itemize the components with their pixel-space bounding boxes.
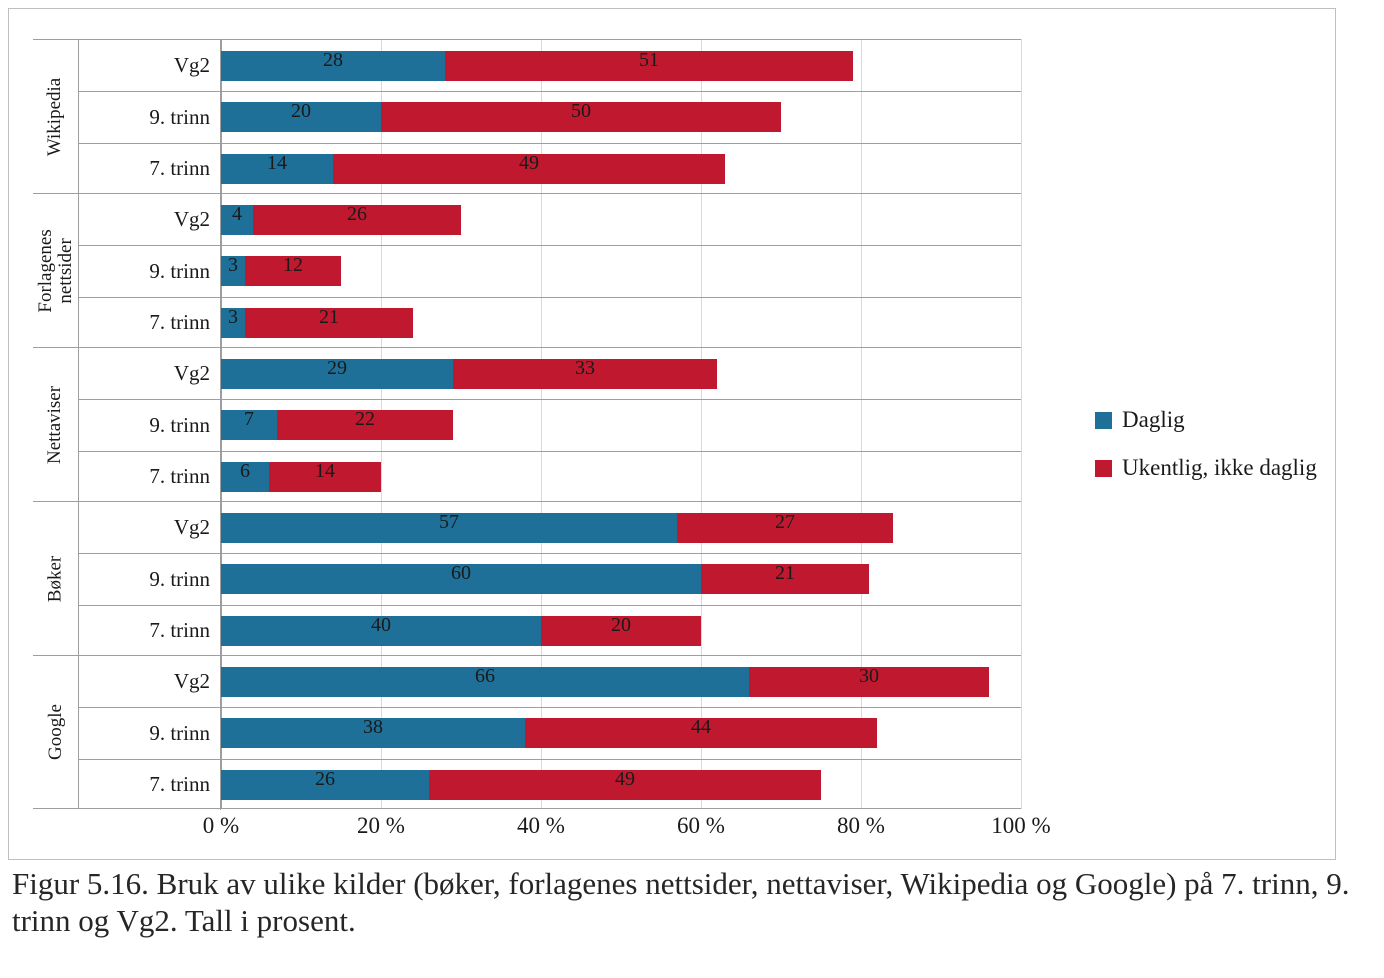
- bar-value-label: 14: [315, 459, 335, 482]
- group-label: [33, 502, 79, 655]
- stacked-bar[interactable]: [221, 305, 1021, 338]
- row-label: 9. trinn: [79, 554, 221, 604]
- bar-segment-daglig[interactable]: [221, 459, 269, 492]
- stacked-bar[interactable]: [221, 718, 1021, 748]
- group-rows: [79, 194, 1021, 347]
- bar-segment-daglig[interactable]: [221, 767, 429, 800]
- row-label: 9. trinn: [79, 708, 221, 758]
- bar-value-label: 4: [232, 202, 242, 225]
- group-label: [33, 40, 79, 193]
- chart-group: [33, 193, 1021, 347]
- bar-value-label: 7: [244, 408, 254, 431]
- stacked-bar[interactable]: [221, 102, 1021, 132]
- stacked-bar[interactable]: [221, 510, 1021, 543]
- stacked-bar[interactable]: [221, 664, 1021, 697]
- bar-value-label: 20: [291, 100, 311, 123]
- legend-item[interactable]: [1095, 407, 1325, 433]
- legend-swatch-icon: [1095, 412, 1112, 429]
- row-track: [221, 656, 1021, 707]
- chart-group: [33, 501, 1021, 655]
- x-tick-label: 0 %: [202, 813, 240, 838]
- chart-row: [79, 40, 1021, 91]
- stacked-bar[interactable]: [221, 767, 1021, 800]
- bar-segment-ukentlig[interactable]: [541, 613, 701, 646]
- stacked-bar[interactable]: [221, 613, 1021, 646]
- chart-row: [79, 91, 1021, 142]
- bar-segment-daglig[interactable]: [221, 356, 453, 389]
- group-label-text: Google: [44, 704, 66, 760]
- chart-row: [79, 707, 1021, 758]
- stacked-bar[interactable]: [221, 564, 1021, 594]
- bar-segment-daglig[interactable]: [221, 510, 677, 543]
- bar-value-label: 27: [775, 510, 795, 533]
- bar-segment-ukentlig[interactable]: [333, 151, 725, 184]
- stacked-bar[interactable]: [221, 202, 1021, 235]
- bar-value-label: 28: [323, 48, 343, 71]
- legend-swatch-icon: [1095, 460, 1112, 477]
- bar-segment-daglig[interactable]: [221, 151, 333, 184]
- bar-value-label: 33: [575, 356, 595, 379]
- bar-segment-ukentlig[interactable]: [245, 256, 341, 286]
- stacked-bar[interactable]: [221, 48, 1021, 81]
- stacked-bar[interactable]: [221, 356, 1021, 389]
- bar-segment-ukentlig[interactable]: [245, 305, 413, 338]
- row-track: [221, 554, 1021, 604]
- bar-value-label: 50: [571, 100, 591, 123]
- x-tick-label: 60 %: [677, 813, 725, 838]
- row-track: [221, 400, 1021, 450]
- row-track: [221, 760, 1021, 810]
- chart-row: [79, 399, 1021, 450]
- row-label: Vg2: [79, 194, 221, 245]
- chart-row: [79, 759, 1021, 810]
- bar-value-label: 38: [363, 716, 383, 739]
- gridline-100: [1021, 39, 1022, 809]
- group-label-text: Forlagenes nettsider: [34, 228, 76, 313]
- bar-segment-ukentlig[interactable]: [701, 564, 869, 594]
- chart-row: [79, 502, 1021, 553]
- chart-row: [79, 656, 1021, 707]
- chart-row: [79, 348, 1021, 399]
- bar-segment-ukentlig[interactable]: [253, 202, 461, 235]
- bar-value-label: 40: [371, 613, 391, 636]
- bar-segment-daglig[interactable]: [221, 202, 253, 235]
- bar-segment-ukentlig[interactable]: [525, 718, 877, 748]
- bar-segment-ukentlig[interactable]: [749, 664, 989, 697]
- row-track: [221, 144, 1021, 194]
- figure-caption: Figur 5.16. Bruk av ulike kilder (bøker, forlagenes nettsider, nettaviser, Wikipedia og Google) på 7. trinn, 9. trinn og Vg2. Tall i prosent.: [12, 866, 1350, 938]
- bar-value-label: 30: [859, 664, 879, 687]
- bar-value-label: 6: [240, 459, 250, 482]
- stacked-bar[interactable]: [221, 151, 1021, 184]
- bar-segment-ukentlig[interactable]: [277, 410, 453, 440]
- row-track: [221, 502, 1021, 553]
- bar-value-label: 60: [451, 562, 471, 585]
- group-rows: [79, 502, 1021, 655]
- bar-value-label: 51: [639, 48, 659, 71]
- bar-value-label: 49: [615, 767, 635, 790]
- bar-value-label: 20: [611, 613, 631, 636]
- group-rows: [79, 40, 1021, 193]
- chart-row: [79, 194, 1021, 245]
- stacked-bar[interactable]: [221, 410, 1021, 440]
- row-track: [221, 246, 1021, 296]
- bar-segment-daglig[interactable]: [221, 613, 541, 646]
- row-track: [221, 40, 1021, 91]
- bar-segment-ukentlig[interactable]: [429, 767, 821, 800]
- chart-group: [33, 347, 1021, 501]
- row-track: [221, 708, 1021, 758]
- row-label: 9. trinn: [79, 400, 221, 450]
- stacked-bar[interactable]: [221, 459, 1021, 492]
- row-track: [221, 452, 1021, 502]
- bar-value-label: 29: [327, 356, 347, 379]
- chart-row: [79, 605, 1021, 656]
- bar-segment-ukentlig[interactable]: [445, 48, 853, 81]
- bar-segment-ukentlig[interactable]: [381, 102, 781, 132]
- x-axis-labels: [202, 813, 1051, 853]
- bar-segment-daglig[interactable]: [221, 718, 525, 748]
- x-tick-label: 40 %: [517, 813, 565, 838]
- bar-value-label: 21: [775, 562, 795, 585]
- chart-frame: [8, 8, 1336, 860]
- group-label-text: Bøker: [44, 555, 66, 602]
- chart-row: [79, 553, 1021, 604]
- row-label: 7. trinn: [79, 298, 221, 348]
- group-label: [33, 656, 79, 808]
- bar-segment-daglig[interactable]: [221, 564, 701, 594]
- bar-segment-daglig[interactable]: [221, 664, 749, 697]
- bar-segment-ukentlig[interactable]: [453, 356, 717, 389]
- bar-value-label: 57: [439, 510, 459, 533]
- x-tick-label: 20 %: [357, 813, 405, 838]
- bar-segment-daglig[interactable]: [221, 256, 245, 286]
- chart-row: [79, 245, 1021, 296]
- row-label: 7. trinn: [79, 144, 221, 194]
- row-track: [221, 606, 1021, 656]
- bar-segment-ukentlig[interactable]: [677, 510, 893, 543]
- bar-segment-daglig[interactable]: [221, 410, 277, 440]
- bar-value-label: 66: [475, 664, 495, 687]
- legend-label: Ukentlig, ikke daglig: [1122, 455, 1317, 480]
- bar-value-label: 12: [283, 254, 303, 277]
- bar-value-label: 3: [228, 305, 238, 328]
- bar-value-label: 26: [315, 767, 335, 790]
- row-label: Vg2: [79, 40, 221, 91]
- chart-rows: [33, 39, 1021, 809]
- row-label: Vg2: [79, 656, 221, 707]
- row-label: 7. trinn: [79, 606, 221, 656]
- bar-value-label: 49: [519, 151, 539, 174]
- row-track: [221, 194, 1021, 245]
- x-tick-label: 80 %: [837, 813, 885, 838]
- group-rows: [79, 656, 1021, 808]
- row-label: Vg2: [79, 502, 221, 553]
- row-label: 7. trinn: [79, 760, 221, 810]
- group-label: [33, 348, 79, 501]
- bar-segment-daglig[interactable]: [221, 48, 445, 81]
- bar-value-label: 22: [355, 408, 375, 431]
- row-label: 9. trinn: [79, 92, 221, 142]
- row-track: [221, 92, 1021, 142]
- chart-group: [33, 39, 1021, 193]
- bar-segment-daglig[interactable]: [221, 102, 381, 132]
- group-label-text: Nettaviser: [44, 385, 66, 464]
- row-label: 9. trinn: [79, 246, 221, 296]
- row-track: [221, 348, 1021, 399]
- bar-segment-daglig[interactable]: [221, 305, 245, 338]
- bar-value-label: 14: [267, 151, 287, 174]
- bar-value-label: 26: [347, 202, 367, 225]
- group-rows: [79, 348, 1021, 501]
- bar-segment-ukentlig[interactable]: [269, 459, 381, 492]
- chart-group: [33, 655, 1021, 809]
- group-label: [33, 194, 79, 347]
- group-label-text: Wikipedia: [44, 77, 66, 156]
- chart-row: [79, 297, 1021, 348]
- legend-item[interactable]: [1095, 455, 1325, 481]
- chart-row: [79, 143, 1021, 194]
- row-label: 7. trinn: [79, 452, 221, 502]
- bar-value-label: 21: [319, 305, 339, 328]
- row-track: [221, 298, 1021, 348]
- legend-label: Daglig: [1122, 407, 1185, 432]
- chart-legend: [1095, 407, 1325, 503]
- stacked-bar[interactable]: [221, 256, 1021, 286]
- x-tick-label: 100 %: [991, 813, 1051, 838]
- chart-row: [79, 451, 1021, 502]
- bar-value-label: 44: [691, 716, 711, 739]
- row-label: Vg2: [79, 348, 221, 399]
- bar-value-label: 3: [228, 254, 238, 277]
